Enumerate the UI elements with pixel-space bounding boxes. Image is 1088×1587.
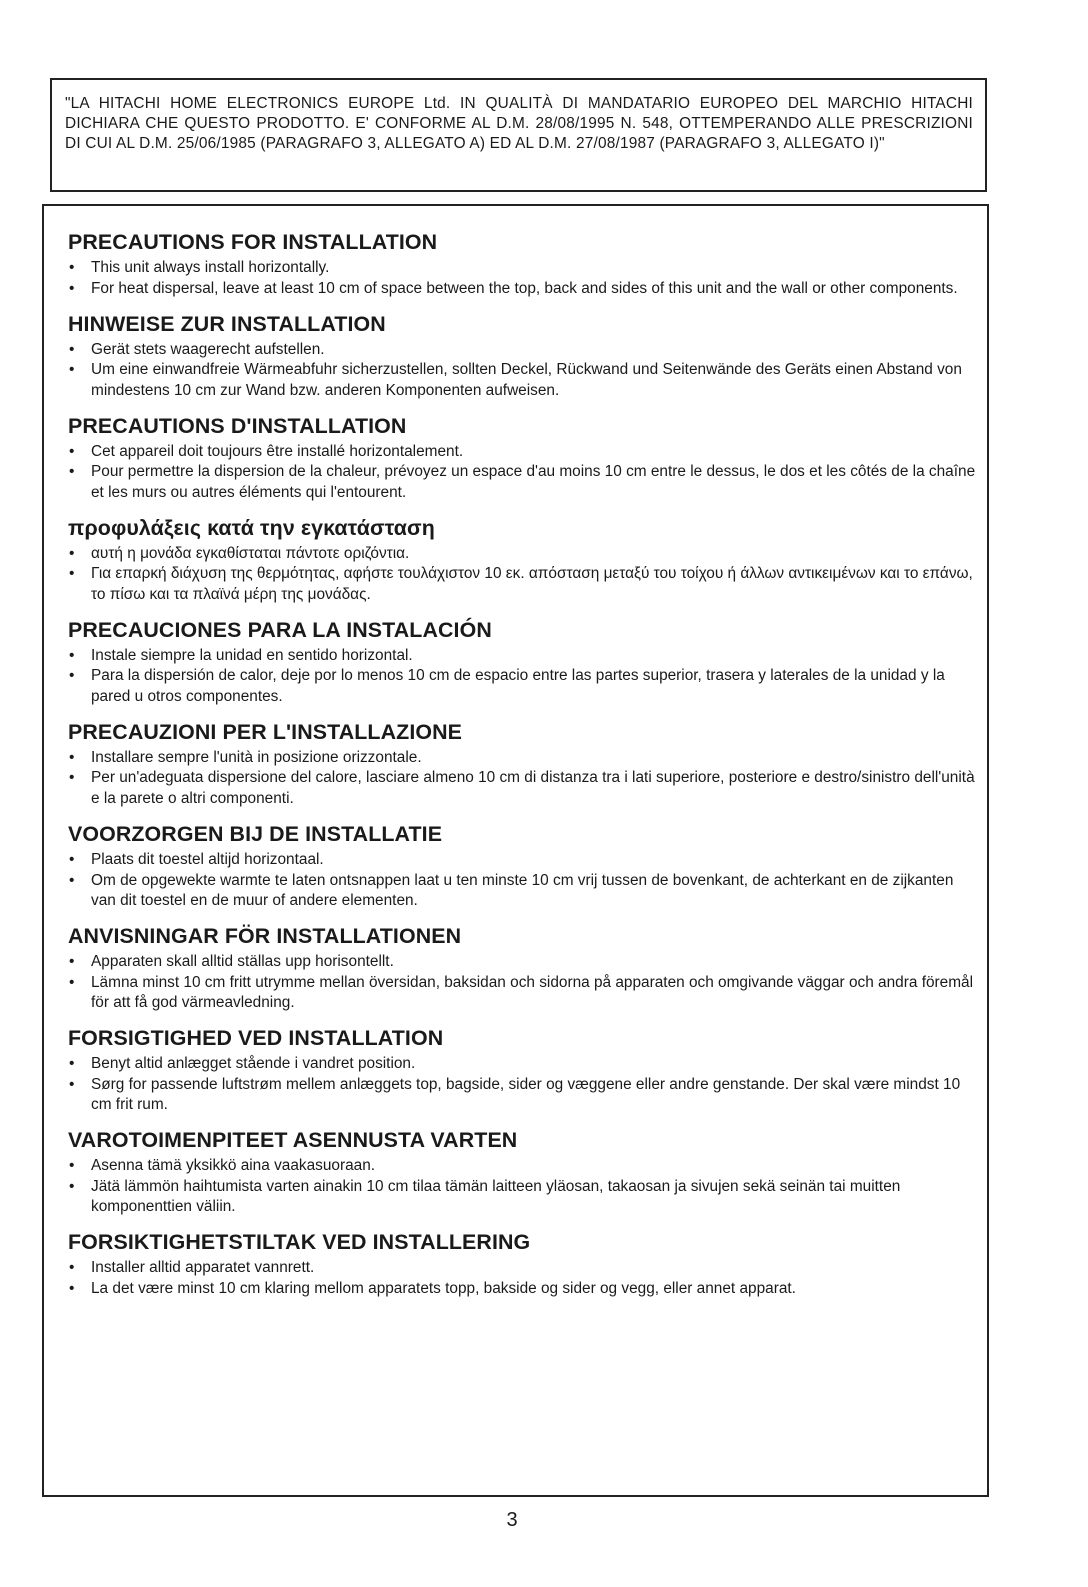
list-item: • Plaats dit toestel altijd horizontaal.	[68, 850, 977, 871]
section-swedish	[68, 924, 977, 1014]
list-item: • Per un'adeguata dispersione del calore, lasciare almeno 10 cm di distanza tra i lati superiore, posteriore e destro/sinistro dell'unità e la parete o altri componenti.	[68, 768, 977, 809]
list-item: • Pour permettre la dispersion de la chaleur, prévoyez un espace d'au moins 10 cm entre le dessus, le dos et les côtés de la chaîne et les murs ou autres éléments qui l'entourent.	[68, 462, 977, 503]
installation-precautions-box	[42, 204, 989, 1497]
legal-notice-box	[50, 78, 987, 192]
section-dutch	[68, 822, 977, 912]
list-item: • La det være minst 10 cm klaring mellom apparatets topp, bakside og sider og vegg, eller annet apparat.	[68, 1279, 977, 1300]
section-greek	[68, 516, 977, 606]
list-item: • Benyt altid anlægget stående i vandret position.	[68, 1054, 977, 1075]
section-heading: PRECAUTIONS D'INSTALLATION	[68, 413, 407, 438]
bullet-list	[68, 748, 977, 810]
list-item: • Για επαρκή διάχυση της θερμότητας, αφήστε τουλάχιστον 10 εκ. απόσταση μεταξύ του τοίχου ή άλλων αντικειμένων και το επάνω, το πίσω και τα πλαϊνά μέρη της μονάδας.	[68, 564, 977, 605]
bullet-list	[68, 850, 977, 912]
section-heading: προφυλάξεις κατά την εγκατάσταση	[68, 515, 435, 540]
page-number: 3	[506, 1509, 518, 1531]
bullet-list	[68, 340, 977, 402]
list-item: • Installare sempre l'unità in posizione orizzontale.	[68, 748, 977, 769]
bullet-list	[68, 1156, 977, 1218]
section-heading: ANVISNINGAR FÖR INSTALLATIONEN	[68, 924, 462, 949]
list-item: • For heat dispersal, leave at least 10 cm of space between the top, back and sides of this unit and the wall or other components.	[68, 279, 977, 300]
list-item: • Para la dispersión de calor, deje por lo menos 10 cm de espacio entre las partes superior, trasera y laterales de la unidad y la pared u otros componentes.	[68, 666, 977, 707]
section-heading: FORSIGTIGHED VED INSTALLATION	[68, 1026, 444, 1051]
list-item: • Cet appareil doit toujours être installé horizontalement.	[68, 442, 977, 463]
section-heading: PRECAUCIONES PARA LA INSTALACIÓN	[68, 617, 492, 642]
bullet-list	[68, 544, 977, 606]
section-heading: VOORZORGEN BIJ DE INSTALLATIE	[68, 822, 443, 847]
bullet-list	[68, 646, 977, 708]
section-german	[68, 312, 977, 402]
list-item: • Um eine einwandfreie Wärmeabfuhr sicherzustellen, sollten Deckel, Rückwand und Seitenwände des Geräts einen Abstand von mindestens 10 cm zur Wand bzw. anderen Komponenten aufweisen.	[68, 360, 977, 401]
list-item: • Asenna tämä yksikkö aina vaakasuoraan.	[68, 1156, 977, 1177]
list-item: • Sørg for passende luftstrøm mellem anlæggets top, bagside, sider og væggene eller andre genstande. Der skal være mindst 10 cm frit rum.	[68, 1075, 977, 1116]
list-item: • Lämna minst 10 cm fritt utrymme mellan översidan, baksidan och sidorna på apparaten och omgivande väggar och andra föremål för att få god värmeavledning.	[68, 973, 977, 1014]
section-english	[68, 230, 977, 299]
bullet-list	[68, 442, 977, 504]
list-item: • Apparaten skall alltid ställas upp horisontellt.	[68, 952, 977, 973]
section-french	[68, 414, 977, 504]
list-item: • Instale siempre la unidad en sentido horizontal.	[68, 646, 977, 667]
section-heading: HINWEISE ZUR INSTALLATION	[68, 311, 386, 336]
section-norwegian	[68, 1230, 977, 1299]
list-item: • Om de opgewekte warmte te laten ontsnappen laat u ten minste 10 cm vrij tussen de bovenkant, de achterkant en de zijkanten van dit toestel en de muur of andere elementen.	[68, 871, 977, 912]
section-heading: VAROTOIMENPITEET ASENNUSTA VARTEN	[68, 1128, 518, 1153]
section-heading: FORSIKTIGHETSTILTAK VED INSTALLERING	[68, 1230, 531, 1255]
section-heading: PRECAUTIONS FOR INSTALLATION	[68, 230, 438, 254]
legal-notice-text: "LA HITACHI HOME ELECTRONICS EUROPE Ltd. IN QUALITÀ DI MANDATARIO EUROPEO DEL MARCHIO HITACHI DICHIARA CHE QUESTO PRODOTTO. E' CONFORME AL D.M. 28/08/1995 N. 548, OTTEMPERANDO ALLE PRESCRIZIONI DI CUI AL D.M. 25/06/1985 (PARAGRAFO 3, ALLEGATO A) ED AL D.M. 27/08/1987 (PARAGRAFO 3, ALLEGATO I)"	[65, 95, 973, 152]
list-item: • αυτή η μονάδα εγκαθίσταται πάντοτε οριζόντια.	[68, 544, 977, 565]
section-danish	[68, 1026, 977, 1116]
bullet-list	[68, 1258, 977, 1299]
bullet-list	[68, 258, 977, 299]
list-item: • Jätä lämmön haihtumista varten ainakin 10 cm tilaa tämän laitteen yläosan, takaosan ja sivujen sekä seinän tai muitten komponenttien väliin.	[68, 1177, 977, 1218]
section-italian	[68, 720, 977, 810]
bullet-list	[68, 952, 977, 1014]
section-heading: PRECAUZIONI PER L'INSTALLAZIONE	[68, 719, 463, 744]
list-item: • Installer alltid apparatet vannrett.	[68, 1258, 977, 1279]
bullet-list	[68, 1054, 977, 1116]
list-item: • This unit always install horizontally.	[68, 258, 977, 279]
section-spanish	[68, 618, 977, 708]
list-item: • Gerät stets waagerecht aufstellen.	[68, 340, 977, 361]
section-finnish	[68, 1128, 977, 1218]
